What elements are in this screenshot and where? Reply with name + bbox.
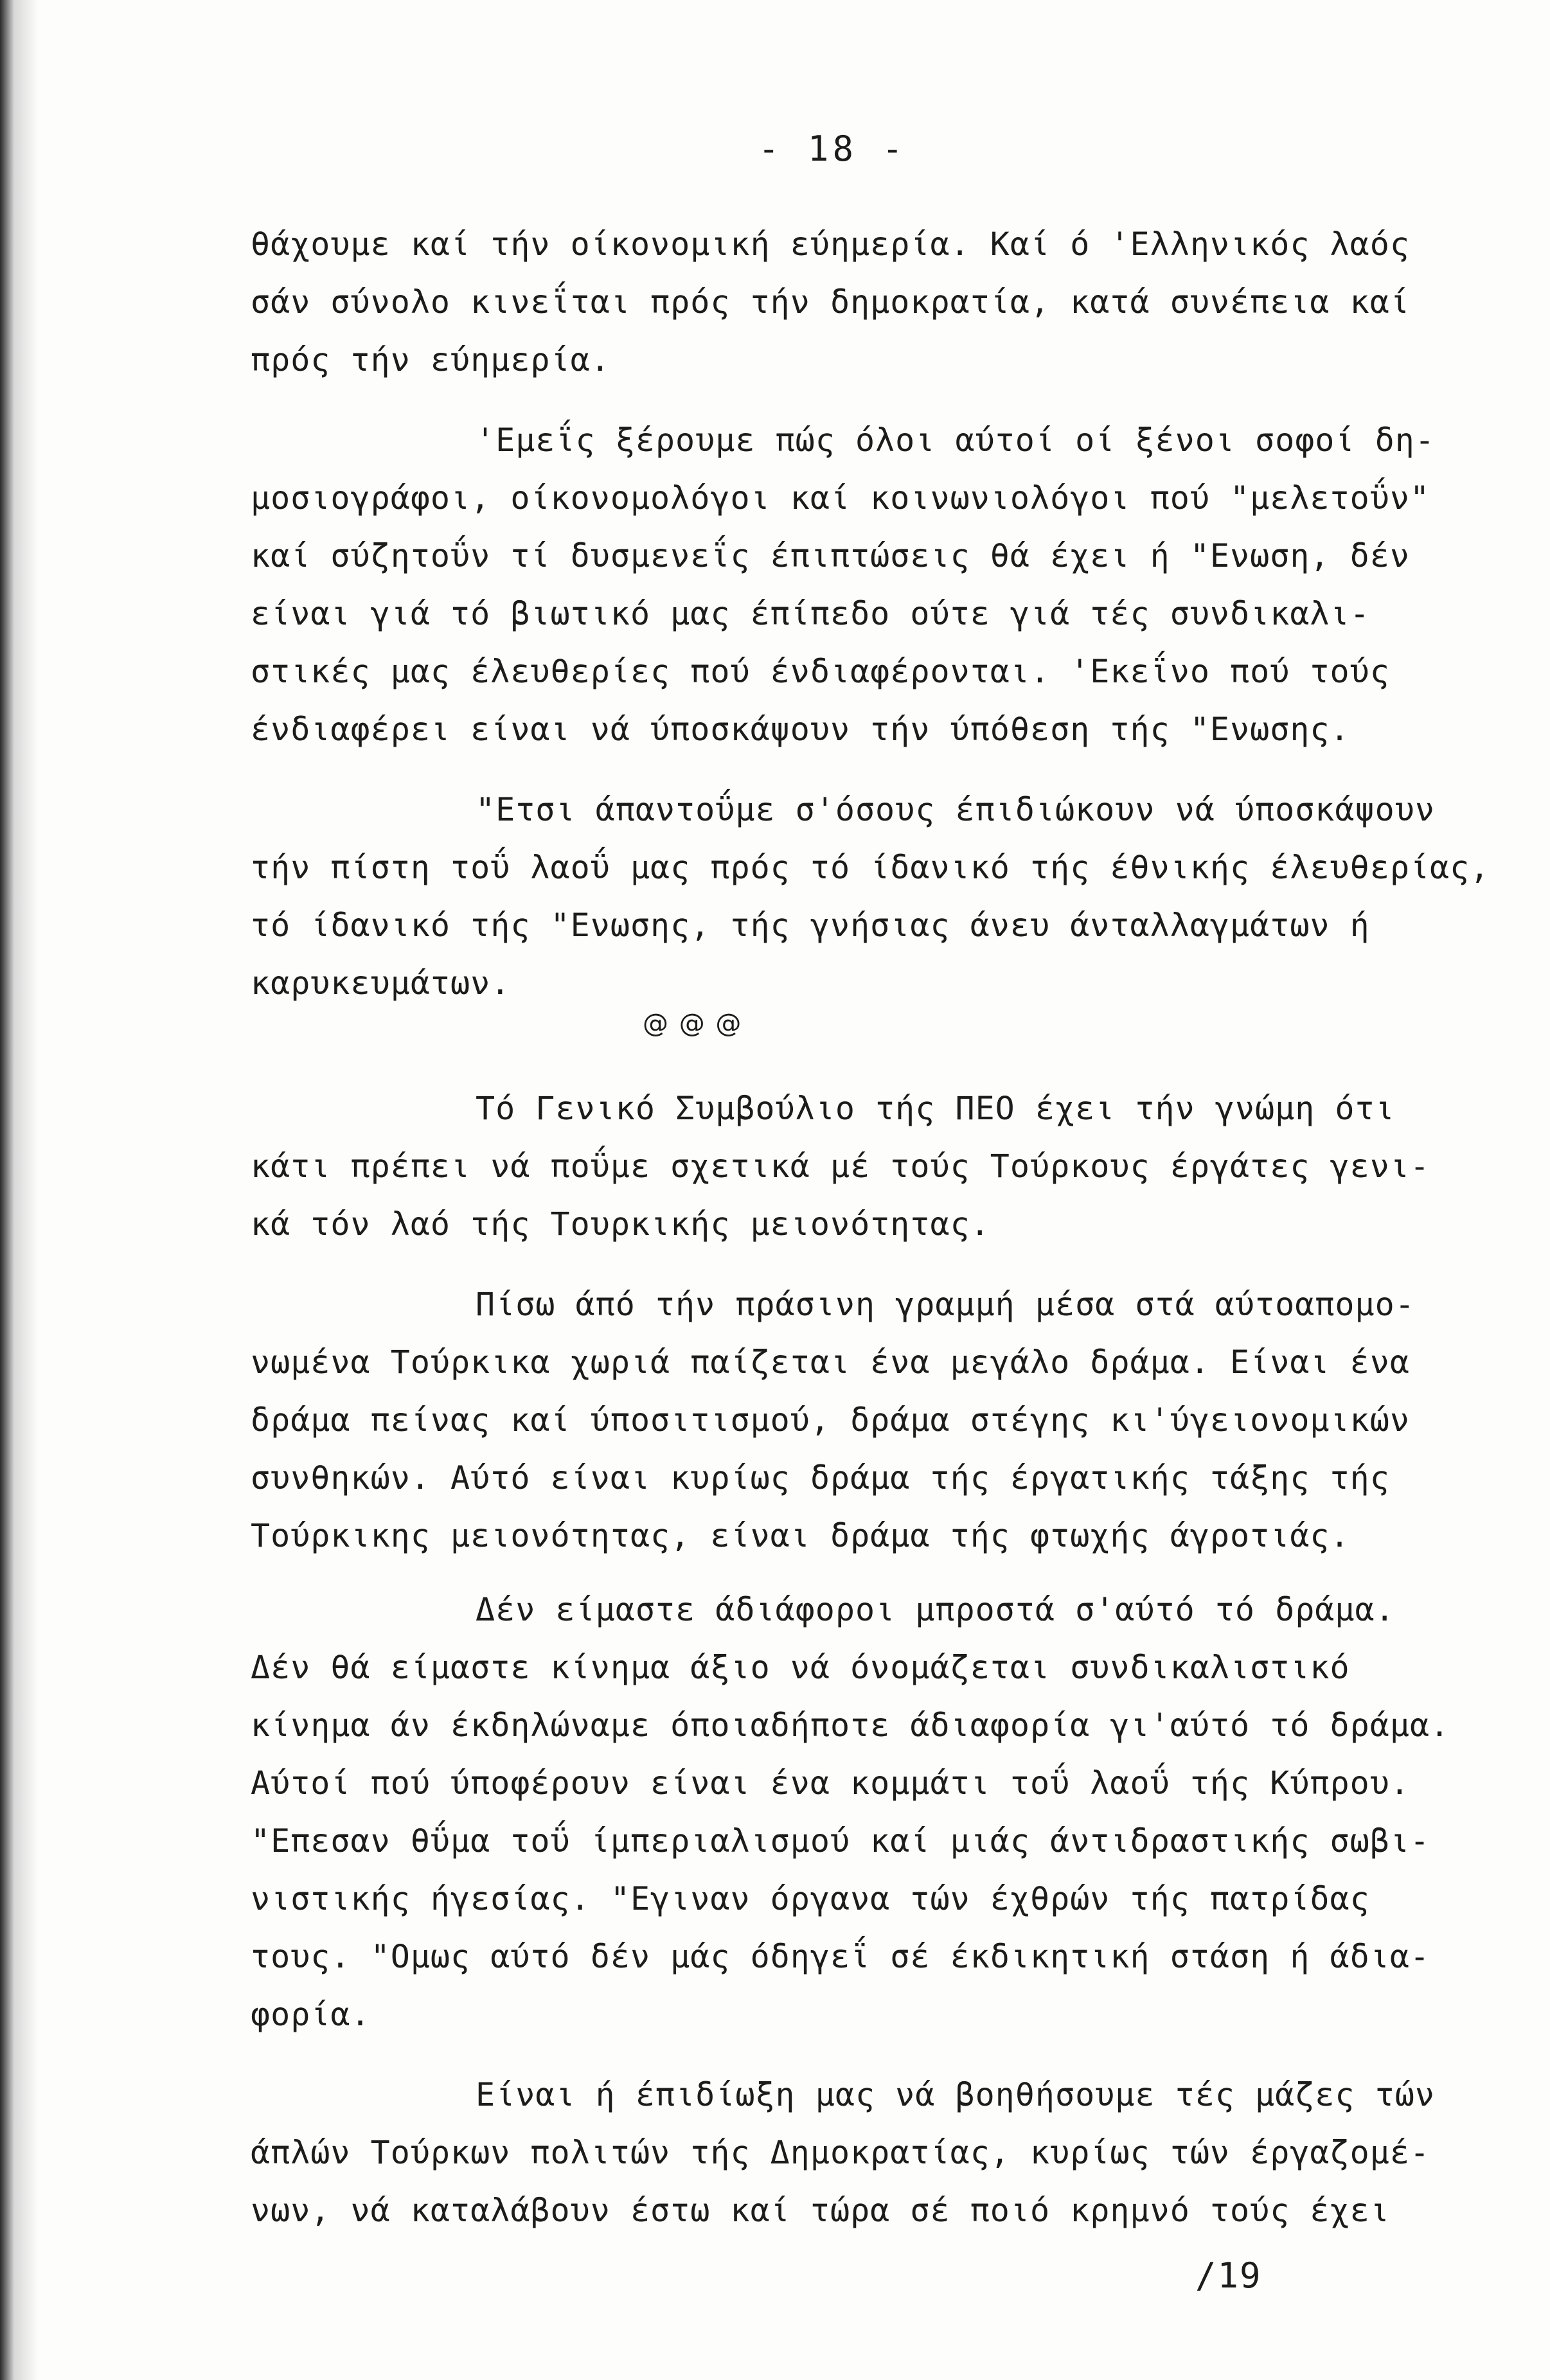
text-line: καρυκευμάτων. <box>251 964 511 1002</box>
text-line: Τό Γενικό Συμβούλιο τής ΠΕΟ έχει τήν γνώμη ότι <box>476 1090 1395 1127</box>
text-line: θάχουμε καί τήν οίκονομική εύημερία. Καί ό 'Ελληνικός λαός <box>251 226 1410 263</box>
scan-edge-shadow <box>0 0 39 2380</box>
text-line: νων, νά καταλάβουν έστω καί τώρα σέ ποιό κρημνό τούς έχει <box>251 2192 1390 2229</box>
text-line: Είναι ή έπιδίωξη μας νά βοηθήσουμε τές μάζες τών <box>476 2076 1435 2113</box>
text-line: τήν πίστη τοΰ λαοΰ μας πρός τό ίδανικό τής έθνικής έλευθερίας, <box>251 849 1490 886</box>
text-line: στικές μας έλευθερίες πού ένδιαφέρονται. 'Εκεΐνο πού τούς <box>251 653 1390 690</box>
text-line: Πίσω άπό τήν πράσινη γραμμή μέσα στά αύτοαπομο- <box>476 1286 1415 1323</box>
text-line: νιστικής ήγεσίας. "Εγιναν όργανα τών έχθρών τής πατρίδας <box>251 1880 1370 1917</box>
text-line: τους. "Ομως αύτό δέν μάς όδηγεΐ σέ έκδικητική στάση ή άδια- <box>251 1938 1430 1975</box>
text-line: κίνημα άν έκδηλώναμε όποιαδήποτε άδιαφορία γι'αύτό τό δράμα. <box>251 1707 1450 1744</box>
text-line: πρός τήν εύημερία. <box>251 341 610 378</box>
text-line: άπλών Τούρκων πολιτών τής Δημοκρατίας, κυρίως τών έργαζομέ- <box>251 2134 1430 2171</box>
text-line: ένδιαφέρει είναι νά ύποσκάψουν τήν ύπόθεση τής "Ενωσης. <box>251 711 1350 748</box>
text-line: καί σύζητοΰν τί δυσμενεΐς έπιπτώσεις θά έχει ή "Ενωση, δέν <box>251 537 1410 574</box>
text-line: συνθηκών. Αύτό είναι κυρίως δράμα τής έργατικής τάξης τής <box>251 1459 1390 1496</box>
text-line: τό ίδανικό τής "Ενωσης, τής γνήσιας άνευ άνταλλαγμάτων ή <box>251 907 1370 944</box>
text-line: Τούρκικης μειονότητας, είναι δράμα τής φτωχής άγροτιάς. <box>251 1517 1350 1554</box>
text-line: 'Εμεΐς ξέρουμε πώς όλοι αύτοί οί ξένοι σοφοί δη- <box>476 422 1435 459</box>
text-line: "Ετσι άπαντοΰμε σ'όσους έπιδιώκουν νά ύποσκάψουν <box>476 791 1435 828</box>
text-line: φορία. <box>251 1996 371 2033</box>
text-line: κά τόν λαό τής Τουρκικής μειονότητας. <box>251 1205 990 1243</box>
text-line: σάν σύνολο κινεΐται πρός τήν δημοκρατία, κατά συνέπεια καί <box>251 283 1410 321</box>
text-line: μοσιογράφοι, οίκονομολόγοι καί κοινωνιολόγοι πού "μελετοΰν" <box>251 479 1430 517</box>
text-line: "Επεσαν θΰμα τοΰ ίμπεριαλισμού καί μιάς άντιδραστικής σωβι- <box>251 1822 1430 1860</box>
section-break: @ @ @ <box>643 1009 743 1038</box>
text-line: Αύτοί πού ύποφέρουν είναι ένα κομμάτι τοΰ λαοΰ τής Κύπρου. <box>251 1764 1410 1802</box>
text-line: κάτι πρέπει νά ποΰμε σχετικά μέ τούς Τούρκους έργάτες γενι- <box>251 1148 1430 1185</box>
text-line: Δέν θά είμαστε κίνημα άξιο νά όνομάζεται συνδικαλιστικό <box>251 1649 1350 1686</box>
text-line: δράμα πείνας καί ύποσιτισμού, δράμα στέγης κι'ύγειονομικών <box>251 1401 1410 1439</box>
page-number: - 18 - <box>758 129 907 169</box>
text-line: νωμένα Τούρκικα χωριά παίζεται ένα μεγάλο δράμα. Είναι ένα <box>251 1344 1410 1381</box>
text-line: Δέν είμαστε άδιάφοροι μπροστά σ'αύτό τό δράμα. <box>476 1591 1395 1628</box>
continuation-marker: /19 <box>1195 2255 1262 2296</box>
text-line: είναι γιά τό βιωτικό μας έπίπεδο ούτε γιά τές συνδικαλι- <box>251 595 1370 632</box>
